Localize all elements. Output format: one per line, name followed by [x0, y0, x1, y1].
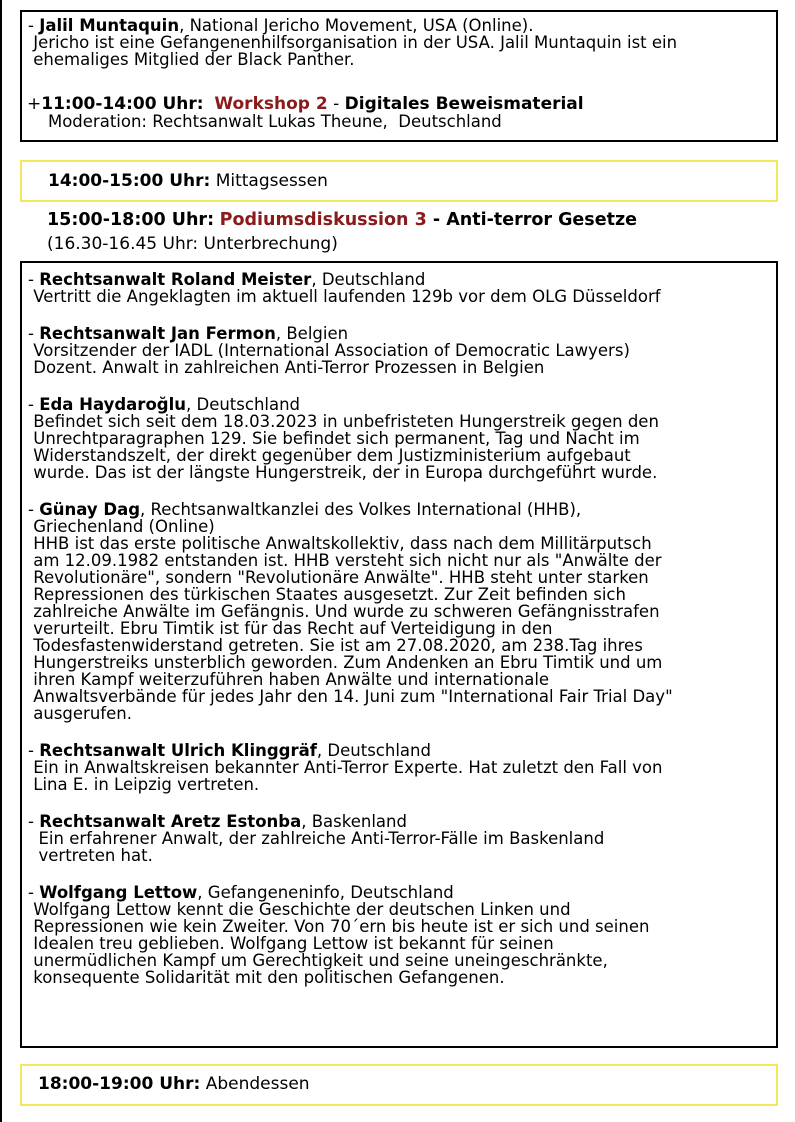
speaker-desc-line: Ein erfahrener Anwalt, der zahlreiche Anti-Terror-Fälle im Baskenland: [28, 829, 605, 848]
speaker-desc-line: konsequente Solidarität mit den politischen Gefangenen.: [28, 968, 505, 987]
speaker-desc-line: Dozent. Anwalt in zahlreichen Anti-Terror Prozessen in Belgien: [28, 358, 545, 377]
lunch-text: Mittagsessen: [210, 171, 328, 191]
speaker-affiliation: , Deutschland: [311, 270, 426, 289]
speaker-name: Günay Dag: [39, 500, 141, 519]
speaker-desc-line: Jericho ist eine Gefangenenhilfsorganisation in der USA. Jalil Muntaquin ist ein: [28, 33, 678, 52]
speaker-name: Wolfgang Lettow: [39, 883, 198, 902]
speaker-entry: - Günay Dag, Rechtsanwaltkanzlei des Volkes International (HHB), Griechenland (Online) HHB ist das erste politische Anwaltskollektiv, dass nach dem Millitärputsch am 12.09.1982 entstanden ist. HHB versteht sich nicht nur als "Anwälte der Revolutionäre", sondern "Revolutionäre Anwälte". HHB steht unter starken Repressionen des türkischen Staates ausgesetzt. Zur Zeit befinden sich zahlreiche Anwälte im Gefängnis. Und wurde zu schweren Gefängnisstrafen verurteilt. Ebru Timtik ist für das Recht auf Verteidigung in den Todesfastenwiderstand getreten. Sie ist am 27.08.2020, am 238.Tag ihres Hungerstreiks unsterblich geworden. Zum Andenken an Ebru Timtik und um ihren Kampf weiterzuführen haben Anwälte und internationale Anwaltsverbände für jedes Jahr den 14. Juni zum "International Fair Trial Day" ausgerufen.: [28, 500, 673, 723]
speaker-name: Rechtsanwalt Roland Meister: [39, 270, 312, 289]
speaker-entry: - Rechtsanwalt Jan Fermon, Belgien Vorsitzender der IADL (International Association of Democratic Lawyers) Dozent. Anwalt in zahlreichen Anti-Terror Prozessen in Belgien: [28, 325, 673, 376]
speaker-desc-line: verurteilt. Ebru Timtik ist für das Recht auf Verteidigung in den: [28, 619, 553, 638]
speaker-desc-line: Befindet sich seit dem 18.03.2023 in unbefristeten Hungerstreik gegen den: [28, 412, 659, 431]
speaker-desc-line: Repressionen des türkischen Staates ausgesetzt. Zur Zeit befinden sich: [28, 585, 626, 604]
speaker-affiliation: , Belgien: [275, 324, 349, 343]
speaker-desc-line: Revolutionäre", sondern "Revolutionäre Anwälte". HHB steht unter starken: [28, 568, 649, 587]
speakers-box: [20, 261, 778, 1048]
speaker-desc-line: zahlreiche Anwälte im Gefängnis. Und wurde zu schweren Gefängnisstrafen: [28, 602, 660, 621]
speaker-desc-line: am 12.09.1982 entstanden ist. HHB versteht sich nicht nur als "Anwälte der: [28, 551, 662, 570]
entry-dash: -: [28, 16, 40, 35]
dinner-text: Abendessen: [200, 1074, 310, 1094]
speaker-desc-line: Wolfgang Lettow kennt die Geschichte der deutschen Linken und: [28, 900, 571, 919]
speaker-affiliation: , Deutschland: [316, 741, 431, 760]
workshop-title: Digitales Beweismaterial: [344, 94, 584, 114]
workshop-plus: +: [27, 94, 42, 114]
dinner-box: [20, 1064, 778, 1106]
panel-label: Podiumsdiskussion 3: [219, 210, 427, 230]
workshop-moderation: Moderation: Rechtsanwalt Lukas Theune, Deutschland: [27, 112, 502, 131]
speaker-affiliation: , Gefangeneninfo, Deutschland: [197, 883, 454, 902]
lunch-box: [20, 160, 778, 202]
speaker-desc-line: Widerstandszelt, der direkt gegenüber dem Justizministerium aufgebaut: [28, 446, 631, 465]
panel-title: Anti-terror Gesetze: [446, 210, 638, 230]
panel-break: (16.30-16.45 Uhr: Unterbrechung): [47, 234, 338, 254]
speaker-name: Rechtsanwalt Jan Fermon: [39, 324, 276, 343]
speaker-entry: - Rechtsanwalt Roland Meister, Deutschland Vertritt die Angeklagten im aktuell laufenden 129b vor dem OLG Düsseldorf: [28, 271, 673, 305]
speaker-desc-line: vertreten hat.: [28, 846, 153, 865]
speaker-name: Rechtsanwalt Ulrich Klinggräf: [39, 741, 317, 760]
speaker-desc-line: Lina E. in Leipzig vertreten.: [28, 775, 260, 794]
speaker-name: Rechtsanwalt Aretz Estonba: [39, 812, 302, 831]
speaker-desc-line: ihren Kampf weiterzuführen haben Anwälte und internationale: [28, 670, 550, 689]
speaker-desc-line: Idealen treu geblieben. Wolfgang Lettow ist bekannt für seinen: [28, 934, 554, 953]
speaker-desc-line: ehemaliges Mitglied der Black Panther.: [28, 50, 355, 69]
workshop-sep: -: [327, 94, 345, 114]
top-program-box: [20, 10, 778, 142]
lunch-time: 14:00-15:00 Uhr:: [48, 171, 211, 191]
speaker-affiliation: , Baskenland: [301, 812, 407, 831]
speaker-entry-jalil: [28, 17, 677, 68]
speaker-entry: - Wolfgang Lettow, Gefangeneninfo, Deutschland Wolfgang Lettow kennt die Geschichte der deutschen Linken und Repressionen wie kein Zweiter. Von 70´ern bis heute ist er sich und seinen Idealen treu geblieben. Wolfgang Lettow ist bekannt für seinen unermüdlichen Kampf um Gerechtigkeit und seine uneingeschränkte, konsequente Solidarität mit den politischen Gefangenen.: [28, 884, 673, 986]
speaker-affiliation: , Rechtsanwaltkanzlei des Volkes International (HHB),: [140, 500, 582, 519]
workshop-label: Workshop 2: [214, 94, 328, 114]
speaker-entry: - Eda Haydaroğlu, Deutschland Befindet sich seit dem 18.03.2023 in unbefristeten Hungerstreik gegen den Unrechtparagraphen 129. Sie befindet sich permanent, Tag und Nacht im Widerstandszelt, der direkt gegenüber dem Justizministerium aufgebaut wurde. Das ist der längste Hungerstreik, der in Europa durchgeführt wurde.: [28, 396, 673, 481]
speaker-desc-line: Todesfastenwiderstand getreten. Sie ist am 27.08.2020, am 238.Tag ihres: [28, 636, 643, 655]
speaker-desc-line: unermüdlichen Kampf um Gerechtigkeit und seine uneingeschränkte,: [28, 951, 608, 970]
speaker-desc-line: ausgerufen.: [28, 704, 132, 723]
speaker-affiliation: , National Jericho Movement, USA (Online).: [179, 16, 534, 35]
workshop-time: 11:00-14:00 Uhr:: [41, 94, 204, 114]
dinner-time: 18:00-19:00 Uhr:: [38, 1074, 201, 1094]
speaker-entry: - Rechtsanwalt Aretz Estonba, Baskenland Ein erfahrener Anwalt, der zahlreiche Anti-Terror-Fälle im Baskenland vertreten hat.: [28, 813, 673, 864]
speaker-desc-line: Hungerstreiks unsterblich geworden. Zum Andenken an Ebru Timtik und um: [28, 653, 663, 672]
speaker-desc-line: Unrechtparagraphen 129. Sie befindet sich permanent, Tag und Nacht im: [28, 429, 640, 448]
panel-sep: -: [426, 210, 447, 230]
speaker-affiliation: , Deutschland: [186, 395, 301, 414]
speaker-desc-line: wurde. Das ist der längste Hungerstreik, der in Europa durchgeführt wurde.: [28, 463, 658, 482]
panel-heading: [47, 212, 637, 229]
speaker-desc-line: Repressionen wie kein Zweiter. Von 70´ern bis heute ist er sich und seinen: [28, 917, 650, 936]
speaker-name: Eda Haydaroğlu: [39, 395, 186, 414]
speaker-entry: - Rechtsanwalt Ulrich Klinggräf, Deutschland Ein in Anwaltskreisen bekannter Anti-Terror Experte. Hat zuletzt den Fall von Lina E. in Leipzig vertreten.: [28, 742, 673, 793]
speaker-desc-line: Anwaltsverbände für jedes Jahr den 14. Juni zum "International Fair Trial Day": [28, 687, 673, 706]
speaker-desc-line: Vorsitzender der IADL (International Association of Democratic Lawyers): [28, 341, 630, 360]
speaker-name: Jalil Muntaquin: [39, 16, 180, 35]
panel-time: 15:00-18:00 Uhr:: [47, 210, 215, 230]
workshop-entry: [27, 96, 584, 130]
speaker-desc-line: Griechenland (Online): [28, 517, 215, 536]
speaker-desc-line: HHB ist das erste politische Anwaltskollektiv, dass nach dem Millitärputsch: [28, 534, 652, 553]
speaker-list: [28, 271, 673, 986]
left-margin-line: [0, 0, 2, 1122]
speaker-desc-line: Vertritt die Angeklagten im aktuell laufenden 129b vor dem OLG Düsseldorf: [28, 287, 661, 306]
speaker-desc-line: Ein in Anwaltskreisen bekannter Anti-Terror Experte. Hat zuletzt den Fall von: [28, 758, 663, 777]
